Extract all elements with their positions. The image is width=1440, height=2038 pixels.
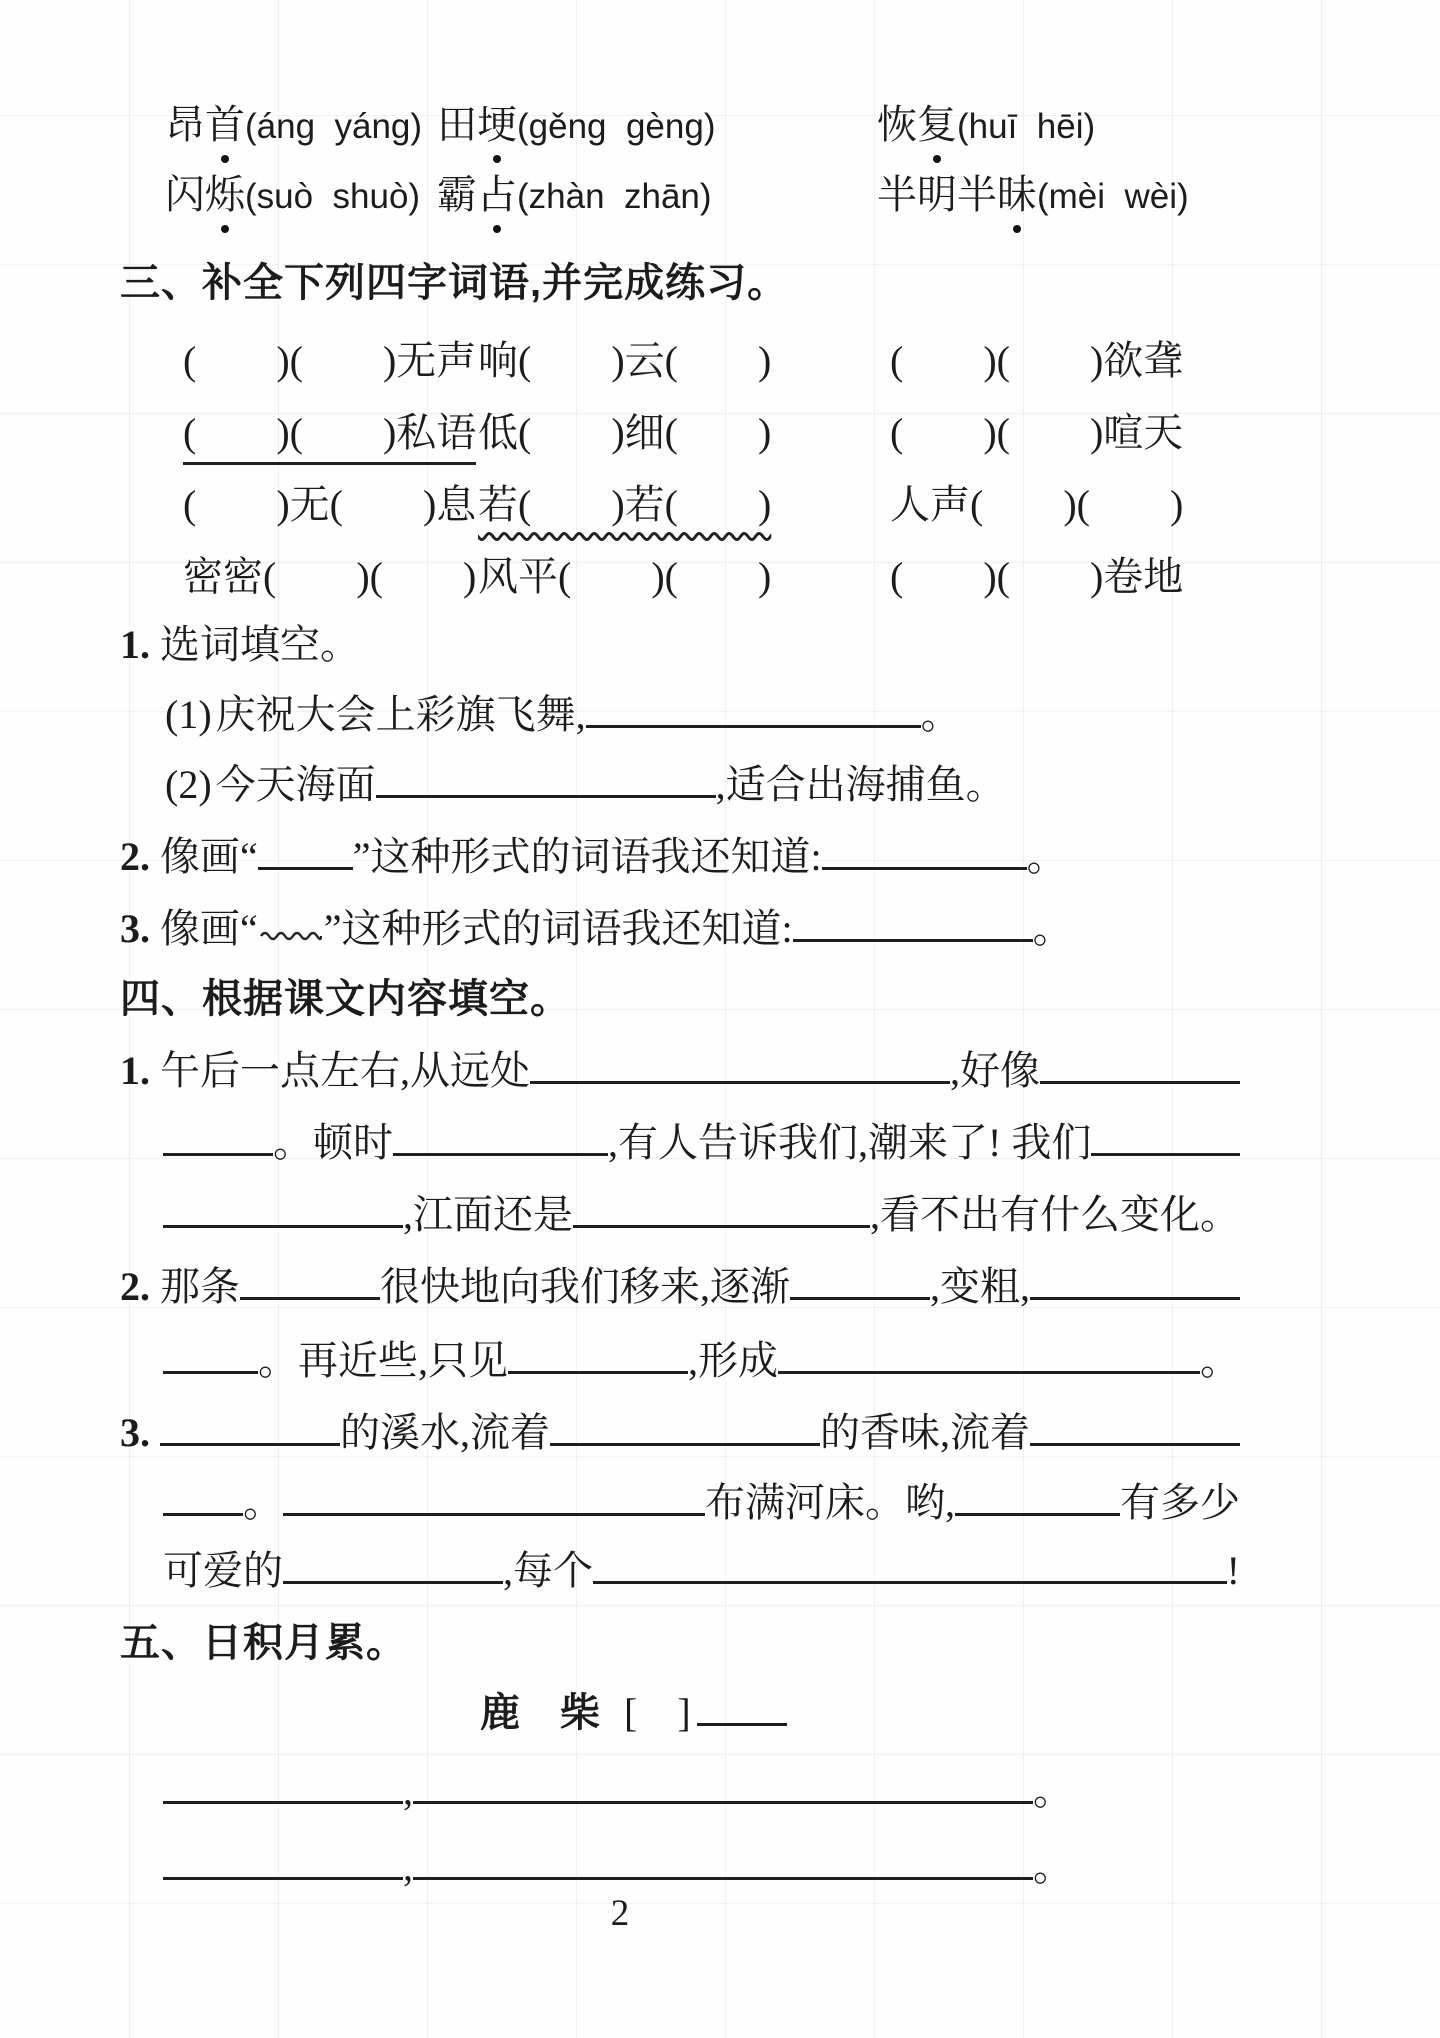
fill-line [120, 1336, 1240, 1386]
emphasized-char: 复 [917, 100, 957, 150]
pinyin-text: (suò shuò) [245, 177, 421, 216]
poem-punctuation: 。 [1033, 1768, 1073, 1813]
question-text: 。 [920, 692, 961, 737]
question [120, 832, 1240, 882]
answer-blank[interactable] [413, 1797, 1033, 1804]
idiom-cell[interactable]: ( )( )无声 [183, 338, 477, 383]
passage-text: 可爱的 [163, 1548, 283, 1593]
pinyin-text: (huī hēi) [957, 107, 1096, 146]
question-number: 1. [120, 1048, 150, 1093]
sub-question [120, 690, 1240, 740]
sub-question [120, 760, 1240, 810]
question-text: ”这种形式的词语我还知道: [323, 906, 793, 951]
answer-blank[interactable] [283, 1509, 705, 1516]
pinyin-option[interactable] [165, 170, 437, 220]
emphasized-char: 昧 [997, 170, 1037, 220]
idiom-cell[interactable]: 风平( )( ) [478, 554, 772, 599]
section-heading: 五、日积月累。 [120, 1621, 407, 1665]
answer-blank[interactable] [163, 1509, 243, 1516]
answer-blank[interactable] [413, 1873, 1033, 1880]
answer-blank[interactable] [697, 1719, 787, 1726]
word-text: 恢 [877, 102, 917, 147]
word-text: 闪 [165, 172, 205, 217]
emphasized-char: 埂 [477, 100, 517, 150]
question-text: 。 [1032, 906, 1073, 951]
answer-blank[interactable] [160, 1439, 340, 1446]
passage-text: ,变粗, [930, 1264, 1030, 1309]
idiom-cell-wavy[interactable]: 若( )若( ) [478, 482, 772, 527]
passage-text: 的香味,流着 [820, 1410, 1030, 1455]
idiom-cell[interactable]: 人声( )( ) [890, 482, 1184, 527]
answer-blank[interactable] [393, 1149, 608, 1156]
question [120, 904, 1240, 954]
poem-line [120, 1842, 1240, 1892]
word-text: 半明半 [877, 172, 997, 217]
fill-line [120, 1546, 1240, 1596]
question-text: ,适合出海捕鱼。 [715, 762, 1006, 807]
poem-punctuation: , [403, 1768, 413, 1813]
passage-text: 那条 [160, 1264, 240, 1309]
fill-line [120, 1478, 1240, 1528]
question-text: 像画“ [160, 906, 258, 951]
tone-bracket: [ ] [624, 1690, 691, 1735]
idiom-cell[interactable]: ( )( )欲聋 [890, 338, 1184, 383]
pinyin-text: (mèi wèi) [1037, 177, 1189, 216]
question-text: 像画“ [160, 834, 258, 879]
answer-blank[interactable] [163, 1873, 403, 1880]
passage-text: 布满河床。哟, [705, 1480, 955, 1525]
section-heading: 四、根据课文内容填空。 [120, 977, 571, 1021]
pinyin-row [120, 170, 1240, 220]
passage-text: 。顿时 [273, 1120, 393, 1165]
inner-line-wavy [260, 928, 322, 942]
idiom-cell[interactable]: ( )( )喧天 [890, 410, 1184, 455]
word-text: 昂 [165, 102, 205, 147]
answer-blank[interactable] [573, 1221, 870, 1228]
passage-text: 午后一点左右,从远处 [160, 1048, 530, 1093]
sub-question-number: (1) [165, 692, 212, 737]
passage-text: 的溪水,流着 [340, 1410, 550, 1455]
poem-title-line [120, 1688, 1240, 1738]
inner-line-solid [258, 863, 353, 870]
question-text: 选词填空。 [160, 622, 360, 667]
answer-blank[interactable] [586, 721, 921, 728]
question-text: 。 [1026, 834, 1067, 879]
passage-text: ,好像 [950, 1048, 1040, 1093]
question-number: 1. [120, 622, 150, 667]
pinyin-text: (gěng gèng) [517, 107, 716, 146]
fill-line [120, 1262, 1240, 1312]
idiom-row [183, 552, 1240, 602]
question-number: 3. [120, 906, 150, 951]
answer-blank[interactable] [1040, 1077, 1240, 1084]
question-text: 今天海面 [215, 762, 376, 807]
passage-text: ,每个 [503, 1548, 593, 1593]
answer-blank[interactable] [793, 935, 1033, 942]
answer-blank[interactable] [530, 1077, 950, 1084]
passage-text: ,有人告诉我们,潮来了! 我们 [608, 1120, 1092, 1165]
answer-blank[interactable] [790, 1293, 930, 1300]
answer-blank[interactable] [163, 1797, 403, 1804]
sub-question-number: (2) [165, 762, 212, 807]
pinyin-option[interactable] [877, 100, 1095, 150]
fill-line [120, 1190, 1240, 1240]
idiom-cell[interactable]: ( )无( )息 [183, 482, 477, 527]
pinyin-text: (zhàn zhān) [517, 177, 712, 216]
passage-text: 很快地向我们移来,逐渐 [380, 1264, 790, 1309]
idiom-row [183, 336, 1240, 386]
emphasized-char: 烁 [205, 170, 245, 220]
answer-blank[interactable] [1091, 1149, 1240, 1156]
answer-blank[interactable] [593, 1577, 1227, 1584]
answer-blank[interactable] [955, 1509, 1120, 1516]
pinyin-text: (áng yáng) [245, 107, 423, 146]
answer-blank[interactable] [283, 1577, 503, 1584]
answer-blank[interactable] [508, 1367, 688, 1374]
pinyin-option[interactable] [437, 100, 877, 150]
idiom-cell[interactable]: ( )( )卷地 [890, 554, 1184, 599]
page-number: 2 [610, 1893, 630, 1934]
passage-text: ,形成 [688, 1338, 778, 1383]
answer-blank[interactable] [376, 791, 716, 798]
passage-text: 。 [1200, 1338, 1240, 1383]
passage-text: ,看不出有什么变化。 [870, 1192, 1240, 1237]
idiom-row [183, 480, 1240, 530]
fill-line [120, 1408, 1240, 1458]
passage-text: 有多少 [1120, 1480, 1240, 1525]
answer-blank[interactable] [240, 1293, 380, 1300]
answer-blank[interactable] [163, 1221, 403, 1228]
answer-blank[interactable] [550, 1439, 820, 1446]
question-text: 庆祝大会上彩旗飞舞, [215, 692, 586, 737]
word-text: 田 [437, 102, 477, 147]
answer-blank[interactable] [822, 863, 1027, 870]
question-number: 2. [120, 1264, 150, 1309]
poem-punctuation: , [403, 1844, 413, 1889]
pinyin-option[interactable] [437, 170, 877, 220]
idiom-cell-underlined[interactable]: ( )( )私语 [183, 410, 476, 465]
pinyin-option[interactable] [877, 170, 1189, 220]
question-text: ”这种形式的词语我还知道: [352, 834, 822, 879]
fill-line [120, 1118, 1240, 1168]
idiom-row [183, 408, 1240, 458]
passage-text: ,江面还是 [403, 1192, 573, 1237]
answer-blank[interactable] [163, 1149, 273, 1156]
pinyin-row [120, 100, 1240, 150]
idiom-cell[interactable]: 响( )云( ) [478, 338, 772, 383]
answer-blank[interactable] [1030, 1439, 1240, 1446]
fill-line [120, 1046, 1240, 1096]
idiom-cell[interactable]: 密密( )( ) [183, 554, 477, 599]
passage-text: ! [1226, 1548, 1240, 1593]
question [120, 620, 1240, 670]
word-text: 霸 [437, 172, 477, 217]
passage-text: 。 [243, 1480, 283, 1525]
question-number: 2. [120, 834, 150, 879]
passage-text: 。再近些,只见 [258, 1338, 508, 1383]
section-heading: 三、补全下列四字词语,并完成练习。 [120, 261, 789, 305]
question-number: 3. [120, 1410, 150, 1455]
answer-blank[interactable] [1030, 1293, 1240, 1300]
answer-blank[interactable] [778, 1367, 1200, 1374]
emphasized-char: 首 [205, 100, 245, 150]
pinyin-option[interactable] [165, 100, 437, 150]
poem-title: 鹿 柴 [480, 1691, 600, 1735]
answer-blank[interactable] [163, 1367, 258, 1374]
idiom-cell[interactable]: 低( )细( ) [478, 410, 772, 455]
poem-line [120, 1766, 1240, 1816]
emphasized-char: 占 [477, 170, 517, 220]
poem-punctuation: 。 [1033, 1844, 1073, 1889]
